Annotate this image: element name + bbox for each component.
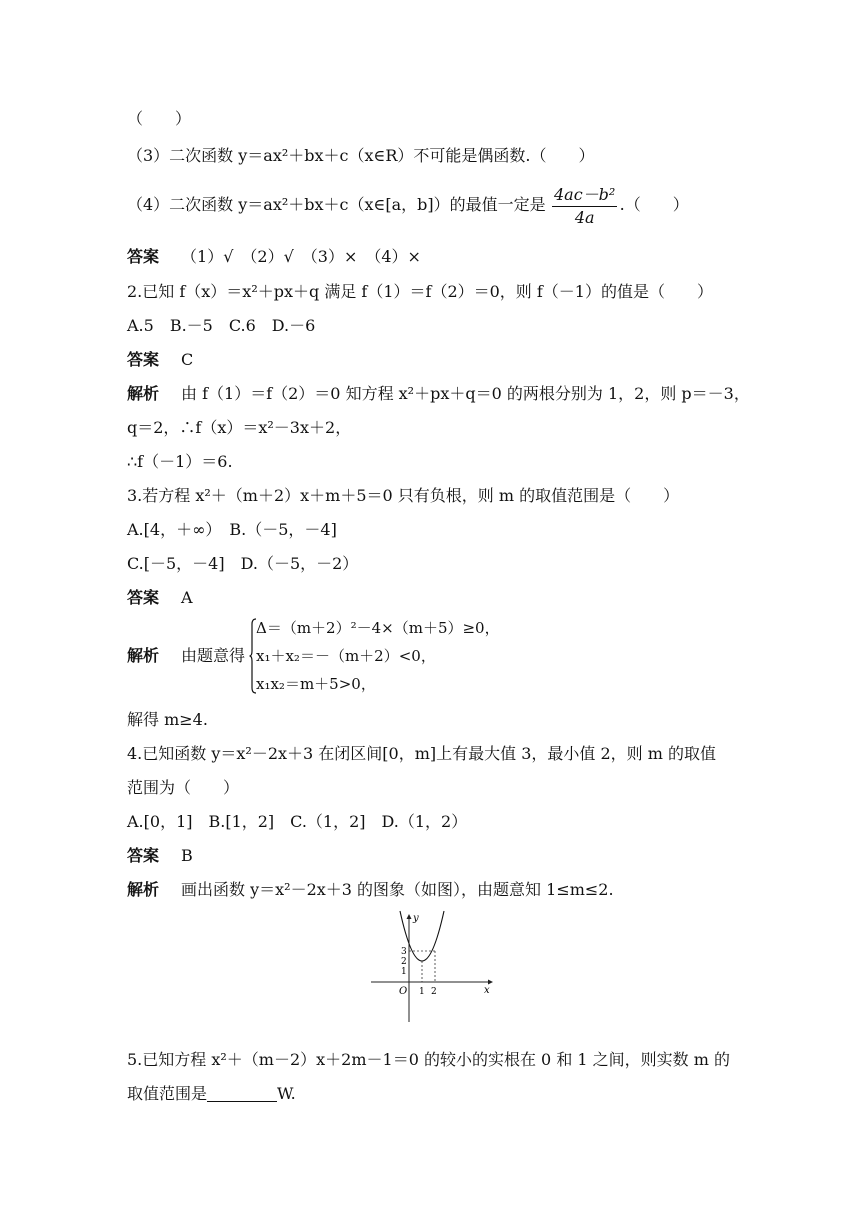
question-3-options-2: C.[－5，－4] D.（－5，－2）: [127, 554, 359, 573]
fraction-numerator: 4ac－b²: [552, 182, 617, 207]
explanation-3-result: 解得 m≥4.: [127, 710, 208, 729]
y-tick-label: 1: [401, 967, 407, 977]
x-tick-label: 1: [419, 987, 425, 997]
question-5-text: 取值范围是: [127, 1084, 208, 1103]
answer-blank: [207, 1085, 277, 1102]
q1-item-3: （3）二次函数 y＝ax²＋bx＋c（x∈R）不可能是偶函数.（ ）: [127, 146, 595, 165]
explanation-label: 解析: [127, 646, 160, 665]
explanation-text: 画出函数 y＝x²－2x＋3 的图象（如图），由题意知 1≤m≤2.: [181, 880, 614, 899]
question-4: 4.已知函数 y＝x²－2x＋3 在闭区间[0，m]上有最大值 3，最小值 2，则 m 的取值: [127, 744, 717, 763]
explanation-label: 解析: [127, 880, 160, 899]
explanation-2-line-3: ∴f（－1）＝6.: [127, 452, 233, 471]
explanation-2-line-2: q＝2，∴f（x）＝x²－3x＋2，: [127, 418, 352, 437]
question-5-line-2: [127, 1083, 296, 1105]
y-tick-label: 3: [401, 947, 407, 957]
explanation-text: 由题意得: [181, 646, 246, 665]
answer-label: 答案: [127, 247, 160, 266]
answer-label: 答案: [127, 588, 160, 607]
answer-text: B: [181, 846, 193, 865]
explanation-text: 由 f（1）＝f（2）＝0 知方程 x²＋px＋q＝0 的两根分别为 1，2，则 p＝－3，: [181, 384, 750, 403]
x-tick-label: 2: [431, 987, 437, 997]
question-4-options: A.[0，1] B.[1，2] C.（1，2] D.（1，2）: [127, 812, 468, 831]
answer-label: 答案: [127, 350, 160, 369]
explanation-3: [127, 645, 245, 667]
answer-1: [127, 246, 421, 268]
explanation-2: [127, 383, 750, 405]
question-5: 5.已知方程 x²＋（m－2）x＋2m－1＝0 的较小的实根在 0 和 1 之间，则实数 m 的: [127, 1050, 731, 1069]
x-axis-arrow: [488, 980, 493, 985]
answer-text: A: [181, 588, 193, 607]
system-line-3: x₁x₂＝m＋5>0，: [256, 675, 376, 693]
question-2: 2.已知 f（x）＝x²＋px＋q 满足 f（1）＝f（2）＝0，则 f（－1）的值是（ ）: [127, 282, 713, 301]
answer-text: （1）√ （2）√ （3）× （4）×: [181, 247, 421, 266]
question-5-end: W.: [277, 1084, 296, 1103]
parabola-graph: [368, 910, 498, 1025]
fraction-denominator: 4a: [574, 208, 595, 227]
answer-3: [127, 587, 193, 609]
answer-text: C: [181, 350, 194, 369]
y-axis-arrow: [407, 914, 412, 919]
y-tick-label: 2: [401, 957, 407, 967]
q1-item-4-post: .（ ）: [619, 195, 689, 214]
y-axis-label: y: [413, 913, 419, 924]
answer-2: [127, 349, 193, 371]
question-2-options: A.5 B.－5 C.6 D.－6: [127, 316, 316, 335]
explanation-4: [127, 879, 614, 901]
q1-item-4-text: （4）二次函数 y＝ax²＋bx＋c（x∈[a，b]）的最值一定是: [127, 195, 546, 214]
answer-4: [127, 845, 193, 867]
x-axis-label: x: [484, 985, 490, 996]
question-4-line-2: 范围为（ ）: [127, 778, 240, 797]
q1-tail: （ ）: [127, 109, 192, 128]
fraction: [552, 182, 617, 227]
system-line-1: Δ＝（m＋2）²－4×（m＋5）≥0，: [256, 619, 500, 637]
answer-label: 答案: [127, 846, 160, 865]
question-3: 3.若方程 x²＋（m＋2）x＋m＋5＝0 只有负根，则 m 的取值范围是（ ）: [127, 486, 680, 505]
explanation-label: 解析: [127, 384, 160, 403]
question-3-options-1: A.[4，＋∞） B.（－5，－4]: [127, 520, 337, 539]
system-line-2: x₁＋x₂＝－（m＋2）<0，: [256, 647, 436, 665]
origin-label: O: [399, 986, 408, 997]
